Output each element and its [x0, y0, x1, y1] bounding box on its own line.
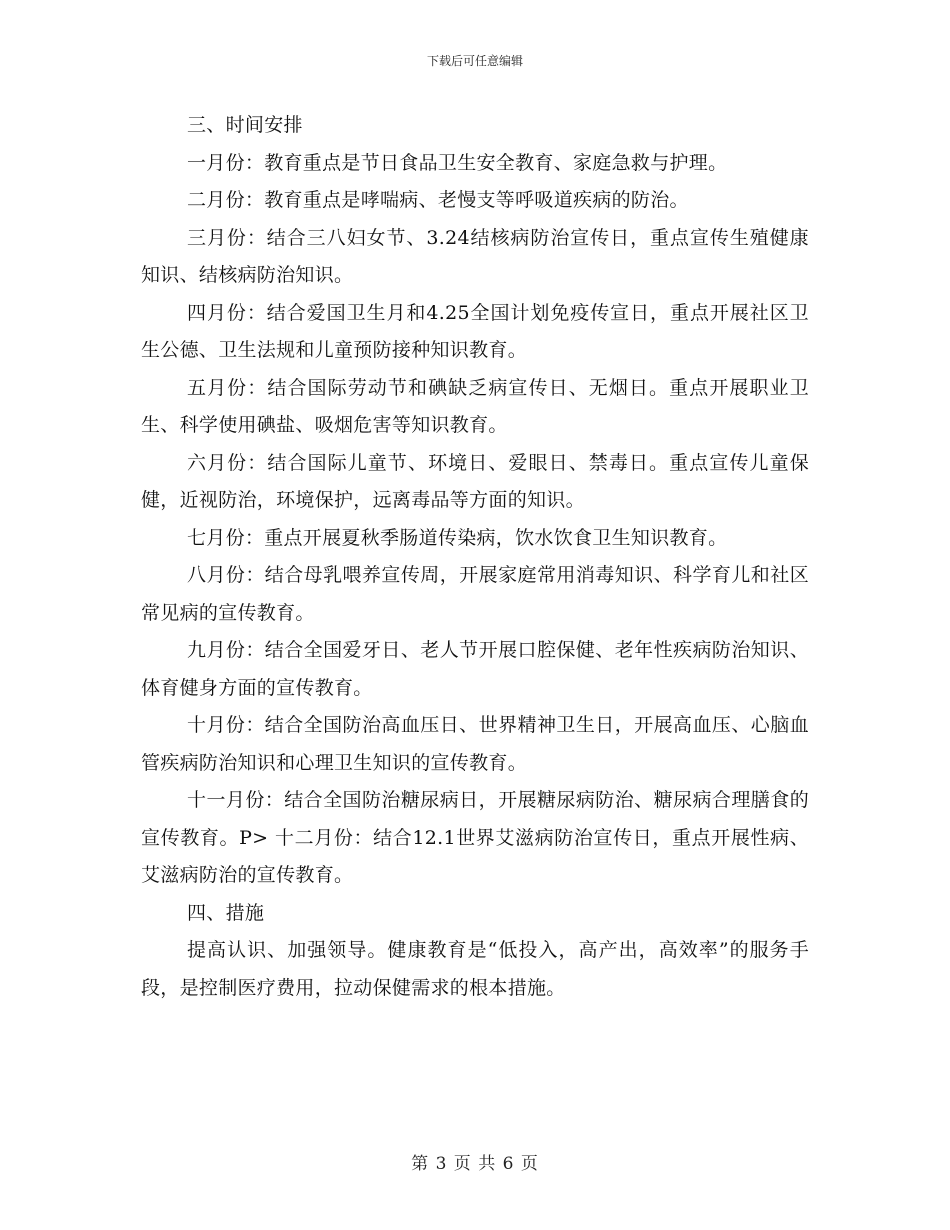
paragraph-april: 四月份：结合爱国卫生月和4.25全国计划免疫传宣日，重点开展社区卫生公德、卫生法规和儿童预防接种知识教育。 [141, 301, 809, 361]
paragraph-july: 七月份：重点开展夏秋季肠道传染病，饮水饮食卫生知识教育。 [187, 526, 728, 549]
paragraph-february: 二月份：教育重点是哮喘病、老慢支等呼吸道疾病的防治。 [187, 189, 689, 211]
section-heading-schedule: 三、时间安排 [187, 114, 303, 136]
paragraph-march: 三月份：结合三八妇女节、3.24结核病防治宣传日，重点宣传生殖健康知识、结核病防治知识。 [141, 226, 809, 286]
paragraph-measures: 提高认识、加强领导。健康教育是“低投入，高产出，高效率”的服务手段，是控制医疗费用，拉动保健需求的根本措施。 [141, 939, 809, 999]
paragraph-june: 六月份：结合国际儿童节、环境日、爱眼日、禁毒日。重点宣传儿童保健，近视防治，环境保护，远离毒品等方面的知识。 [141, 451, 809, 511]
paragraph-august: 八月份：结合母乳喂养宣传周，开展家庭常用消毒知识、科学育儿和社区常见病的宣传教育。 [141, 564, 809, 624]
paragraph-january: 一月份：教育重点是节日食品卫生安全教育、家庭急救与护理。 [187, 151, 728, 174]
document-body [141, 107, 809, 1007]
paragraph-september: 九月份：结合全国爱牙日、老人节开展口腔保健、老年性疾病防治知识、体育健身方面的宣传教育。 [141, 639, 809, 699]
header-note: 下载后可任意编辑 [426, 54, 523, 68]
paragraph-may: 五月份：结合国际劳动节和碘缺乏病宣传日、无烟日。重点开展职业卫生、科学使用碘盐、吸烟危害等知识教育。 [141, 376, 809, 436]
paragraph-november-december: 十一月份：结合全国防治糖尿病日，开展糖尿病防治、糖尿病合理膳食的宣传教育。P> 十二月份：结合12.1世界艾滋病防治宣传日，重点开展性病、艾滋病防治的宣传教育。 [141, 789, 809, 886]
paragraph-october: 十月份：结合全国防治高血压日、世界精神卫生日，开展高血压、心脑血管疾病防治知识和心理卫生知识的宣传教育。 [141, 714, 809, 774]
page-number: 第 3 页 共 6 页 [411, 1154, 539, 1174]
section-heading-measures: 四、措施 [187, 901, 265, 924]
